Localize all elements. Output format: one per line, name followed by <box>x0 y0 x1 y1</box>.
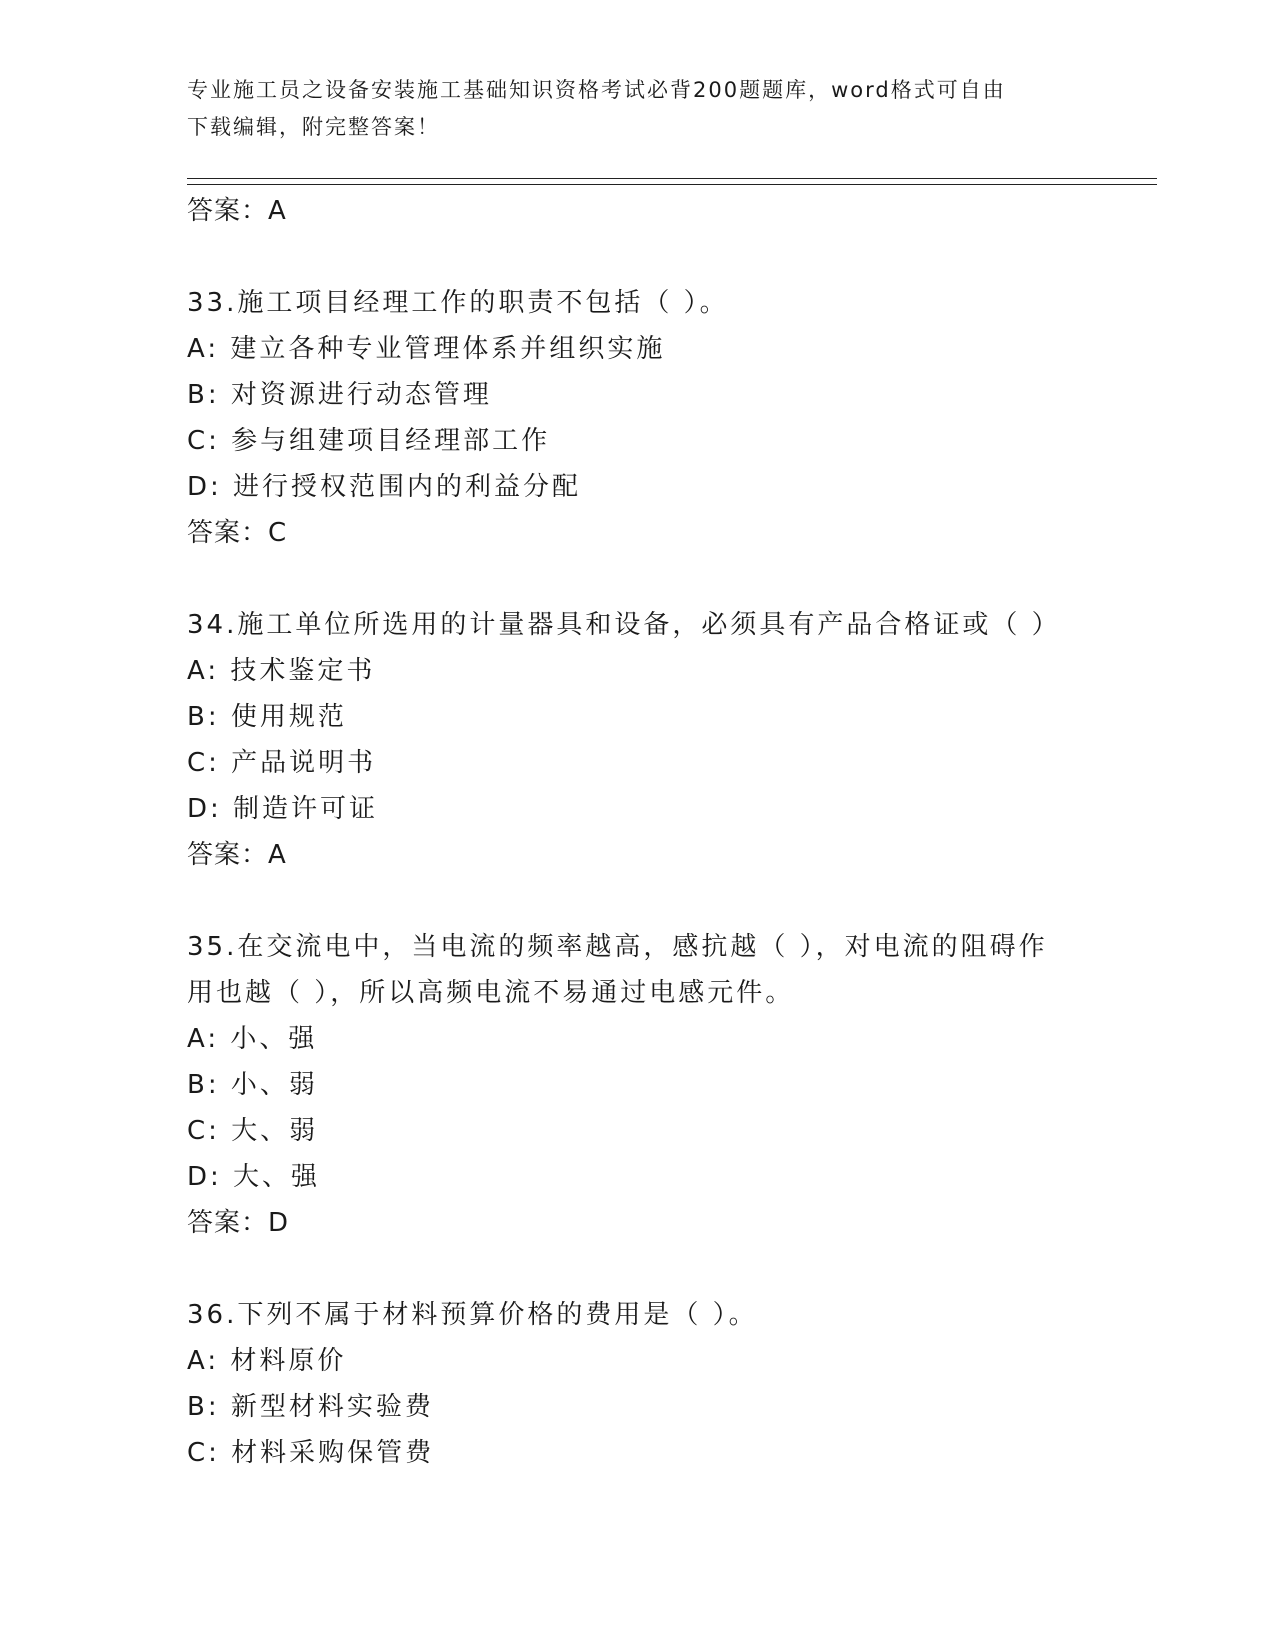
header-divider <box>187 178 1157 185</box>
option-b: B: 新型材料实验费 <box>187 1392 434 1422</box>
document-body <box>187 188 1087 1476</box>
header-line-1: 专业施工员之设备安装施工基础知识资格考试必背200题题库，word格式可自由 <box>187 78 1006 102</box>
option-a: A: 建立各种专业管理体系并组织实施 <box>187 334 666 364</box>
question-block-34 <box>187 602 1087 878</box>
question-stem: 36.下列不属于材料预算价格的费用是（ ）。 <box>187 1300 758 1330</box>
option-c: C: 产品说明书 <box>187 748 377 778</box>
spacer <box>187 234 1087 280</box>
spacer <box>187 878 1087 924</box>
question-stem: 33.施工项目经理工作的职责不包括（ ）。 <box>187 288 729 318</box>
spacer <box>187 556 1087 602</box>
question-stem-continued: 用也越（ ），所以高频电流不易通过电感元件。 <box>187 978 795 1008</box>
question-stem: 35.在交流电中，当电流的频率越高，感抗越（ ），对电流的阻碍作 <box>187 932 1048 962</box>
option-a: A: 材料原价 <box>187 1346 347 1376</box>
option-d: D: 制造许可证 <box>187 794 379 824</box>
option-a: A: 小、强 <box>187 1024 318 1054</box>
question-block-36 <box>187 1292 1087 1476</box>
option-a: A: 技术鉴定书 <box>187 656 376 686</box>
previous-answer: 答案：A <box>187 196 287 226</box>
page-header <box>187 72 1087 146</box>
option-c: C: 大、弱 <box>187 1116 319 1146</box>
answer-line: 答案：D <box>187 1208 290 1238</box>
option-c: C: 材料采购保管费 <box>187 1438 435 1468</box>
answer-line: 答案：C <box>187 518 288 548</box>
option-b: B: 小、弱 <box>187 1070 318 1100</box>
question-stem: 34.施工单位所选用的计量器具和设备，必须具有产品合格证或（ ） <box>187 610 1061 640</box>
question-block-33 <box>187 280 1087 556</box>
spacer <box>187 1246 1087 1292</box>
option-b: B: 对资源进行动态管理 <box>187 380 492 410</box>
option-d: D: 进行授权范围内的利益分配 <box>187 472 582 502</box>
option-d: D: 大、强 <box>187 1162 321 1192</box>
answer-line: 答案：A <box>187 840 287 870</box>
option-c: C: 参与组建项目经理部工作 <box>187 426 551 456</box>
question-block-35 <box>187 924 1087 1246</box>
option-b: B: 使用规范 <box>187 702 347 732</box>
header-line-2: 下载编辑，附完整答案！ <box>187 115 440 139</box>
